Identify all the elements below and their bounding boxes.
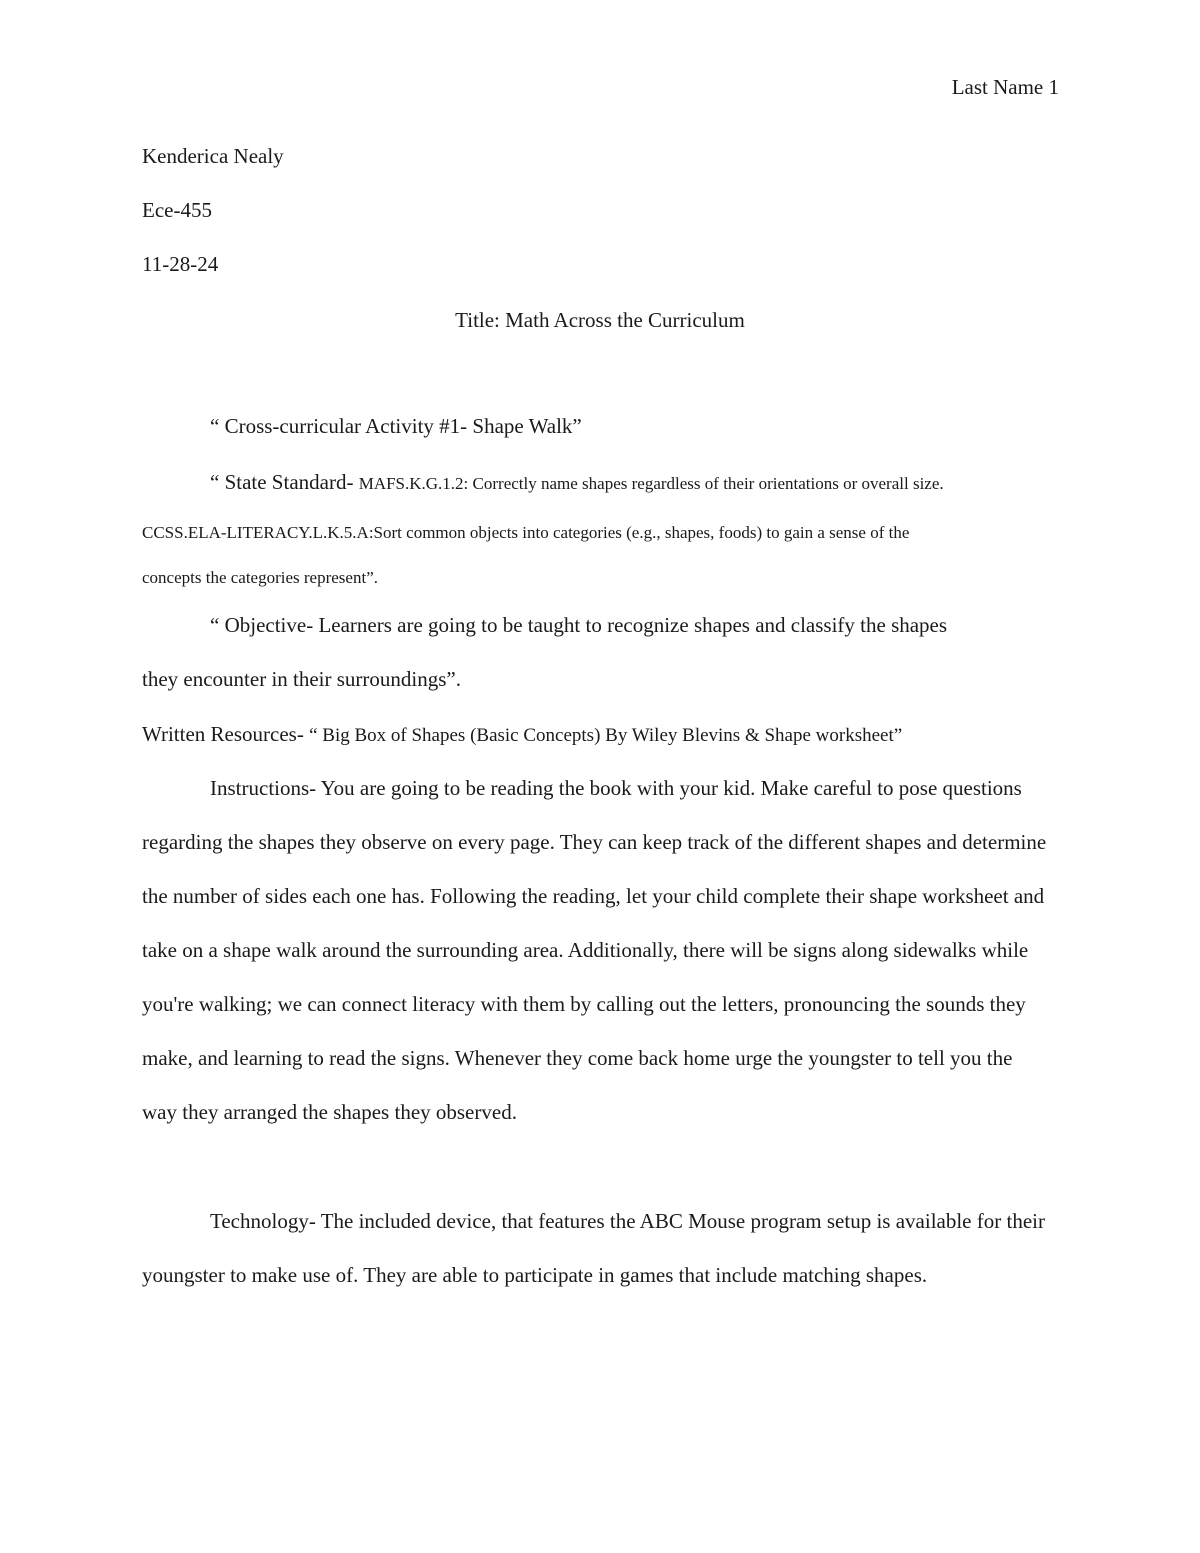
standard-line-1 <box>210 472 944 493</box>
standard-line-2: CCSS.ELA-LITERACY.L.K.5.A:Sort common objects into categories (e.g., shapes, foods) to gain a sense of the <box>142 523 910 542</box>
standard-line-3: concepts the categories represent”. <box>142 568 378 587</box>
resources-label: Written Resources- <box>142 722 310 746</box>
instructions-paragraph: Instructions- You are going to be reading the book with your kid. Make careful to pose questions regarding the shapes they observe on every page. They can keep track of the different shapes and determine the number of sides each one has. Following the reading, let your child complete their shape worksheet and take on a shape walk around the surrounding area. Additionally, there will be signs along sidewalks while you're walking; we can connect literacy with them by calling out the letters, pronouncing the sounds they make, and learning to read the signs. Whenever they come back home urge the youngster to tell you the way they arranged the shapes they observed. <box>142 776 1047 1124</box>
document-date: 11-28-24 <box>142 252 219 276</box>
standard-prefix: “ State Standard- <box>210 470 359 494</box>
author-name: Kenderica Nealy <box>142 144 284 168</box>
activity-heading: “ Cross-curricular Activity #1- Shape Walk” <box>210 414 582 438</box>
resources-text: “ Big Box of Shapes (Basic Concepts) By Wiley Blevins & Shape worksheet” <box>309 725 903 746</box>
objective-line-2: they encounter in their surroundings”. <box>142 667 461 691</box>
resources-line <box>142 724 902 745</box>
page-header: Last Name 1 <box>951 75 1059 99</box>
standard-text-1: MAFS.K.G.1.2: Correctly name shapes regardless of their orientations or overall size. <box>358 474 944 493</box>
objective-line-1: “ Objective- Learners are going to be taught to recognize shapes and classify the shapes <box>210 613 948 637</box>
course-code: Ece-455 <box>142 198 212 222</box>
document-title: Title: Math Across the Curriculum <box>455 308 745 332</box>
technology-paragraph: Technology- The included device, that features the ABC Mouse program setup is available for their youngster to make use of. They are able to participate in games that include matching shapes. <box>142 1209 1045 1287</box>
